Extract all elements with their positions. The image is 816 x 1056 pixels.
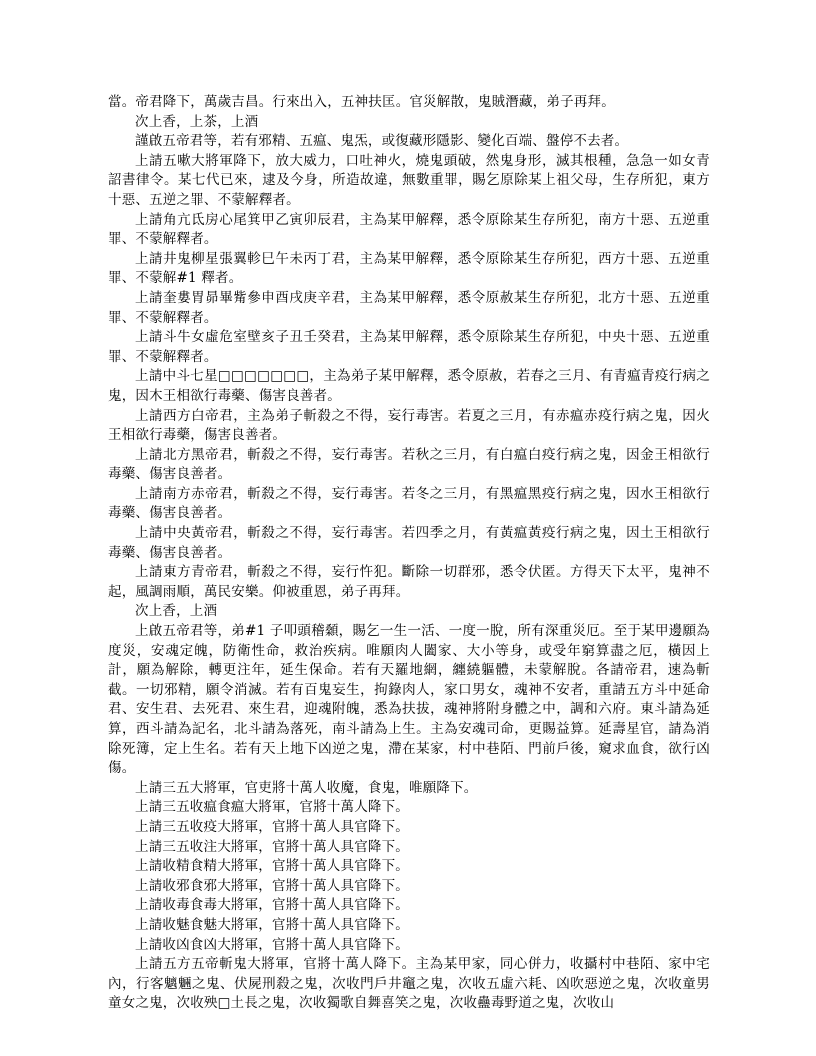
paragraph: 上請三五收疫大將軍，官將十萬人具官降下。 bbox=[135, 818, 409, 835]
paragraph: 上請五嗽大將軍降下，放大威力，口吐神火，燒鬼頭破，然鬼身形，滅其根種，急急一如女青詔書律令。某七代已來，逮及今身，所造故違，無數重罪，賜乞原除某上祖父母，生存所犯，東方十惡、五逆之罪、不蒙解釋者。 bbox=[108, 152, 710, 208]
paragraph: 上請收精食精大將軍，官將十萬人具官降下。 bbox=[135, 858, 409, 875]
paragraph: 上請北方黑帝君，斬殺之不得，妄行毒害。若秋之三月，有白瘟白疫行病之鬼，因金王相欲行毒藥、傷害良善者。 bbox=[108, 446, 710, 483]
paragraph: 上請三五大將軍，官吏將十萬人收魔，食鬼，唯願降下。 bbox=[135, 779, 478, 796]
paragraph: 謹啟五帝君等，若有邪精、五瘟、鬼炁，或復藏形隱影、變化百端、盤停不去者。 bbox=[135, 133, 629, 150]
paragraph: 上請收魅食魅大將軍，官將十萬人具官降下。 bbox=[135, 916, 409, 933]
paragraph: 上請收邪食邪大將軍，官將十萬人具官降下。 bbox=[135, 877, 409, 894]
paragraph: 上請五方五帝斬鬼大將軍，官將十萬人降下。主為某甲家，同心併力，收攝村中巷陌、家中宅內，行客魑魎之鬼、伏屍刑殺之鬼，次收門戶井竈之鬼，次收五虛六耗、凶吹惡逆之鬼，次收童男童女之鬼，次收殃□土長之鬼，次收獨歌自舞喜笑之鬼，次收蠱毒野道之鬼，次收山 bbox=[108, 956, 710, 1012]
paragraph: 上請收凶食凶大將軍，官將十萬人具官降下。 bbox=[135, 936, 409, 953]
paragraph: 上請收毒食毒大將軍，官將十萬人具官降下。 bbox=[135, 897, 409, 914]
paragraph: 上請中斗七星□□□□□□□，主為弟子某甲解釋，悉令原赦，若春之三月、有青瘟青疫行病之鬼，因木王相欲行毒藥、傷害良善者。 bbox=[108, 368, 710, 404]
paragraph: 上請南方赤帝君，斬殺之不得，妄行毒害。若冬之三月，有黑瘟黑疫行病之鬼，因水王相欲行毒藥、傷害良善者。 bbox=[108, 485, 710, 522]
paragraph: 上請三五收注大將軍，官將十萬人具官降下。 bbox=[135, 838, 409, 855]
paragraph: 次上香，上酒 bbox=[135, 603, 218, 620]
paragraph: 上請三五收瘟食瘟大將軍，官將十萬人降下。 bbox=[135, 799, 409, 816]
paragraph: 次上香，上茶，上酒 bbox=[135, 113, 259, 130]
paragraph: 上啟五帝君等，弟#1 子叩頭稽顙，賜乞一生一活、一度一脫，所有深重災厄。至于某甲邊願為度災，安魂定魄，防衛性命，救治疾病。唯願肉人闔家、大小等身，或受年窮算盡之厄，橫因上計，願為解除，轉更注年，延生保命。若有天羅地網，纏繞軀體，未蒙解脫。各請帝君，速為斬截。一切邪精，願令消滅。若有百鬼妄生，拘錄肉人，家口男女，魂神不安者，重請五方斗中延命君、安生君、去死君、來生君，迎魂附魄，悉為扶拔，魂神將附身體之中，調和六府。東斗請為延算，西斗請為記名，北斗請為落死，南斗請為上生。主為安魂司命，更賜益算。延壽星官，請為消除死簿，定上生名。若有天上地下凶逆之鬼，滯在某家，村中巷陌、門前戶後，窺求血食，欲行凶傷。 bbox=[108, 623, 710, 777]
document-page bbox=[108, 93, 710, 1014]
paragraph: 上請斗牛女虛危室壁亥子丑壬癸君，主為某甲解釋，悉令原除某生存所犯，中央十惡、五逆重罪、不蒙解釋者。 bbox=[108, 329, 710, 365]
paragraph: 上請西方白帝君，主為弟子斬殺之不得，妄行毒害。若夏之三月，有赤瘟赤疫行病之鬼，因火王相欲行毒藥，傷害良善者。 bbox=[108, 407, 710, 444]
paragraph: 上請奎婁胃昴畢觜參申酉戌庚辛君，主為某甲解釋，悉令原赦某生存所犯，北方十惡、五逆重罪、不蒙解釋者。 bbox=[108, 289, 710, 326]
paragraph: 上請角亢氐房心尾箕甲乙寅卯辰君，主為某甲解釋，悉令原除某生存所犯，南方十惡、五逆重罪、不蒙解釋者。 bbox=[108, 211, 710, 248]
paragraph: 當。帝君降下，萬歲吉昌。行來出入，五神扶匡。官災解散，鬼賊潛藏，弟子再拜。 bbox=[108, 94, 615, 110]
paragraph: 上請東方青帝君，斬殺之不得，妄行忤犯。斷除一切群邪，悉令伏匿。方得天下太平，鬼神不起，風調雨順，萬民安樂。仰被重恩，弟子再拜。 bbox=[108, 564, 710, 600]
paragraph: 上請井鬼柳星張翼軫巳午未丙丁君，主為某甲解釋，悉令原除某生存所犯，西方十惡、五逆重罪、不蒙解#1 釋者。 bbox=[108, 250, 710, 287]
paragraph: 上請中央黃帝君，斬殺之不得，妄行毒害。若四季之月，有黃瘟黃疫行病之鬼，因土王相欲行毒藥、傷害良善者。 bbox=[108, 525, 710, 561]
